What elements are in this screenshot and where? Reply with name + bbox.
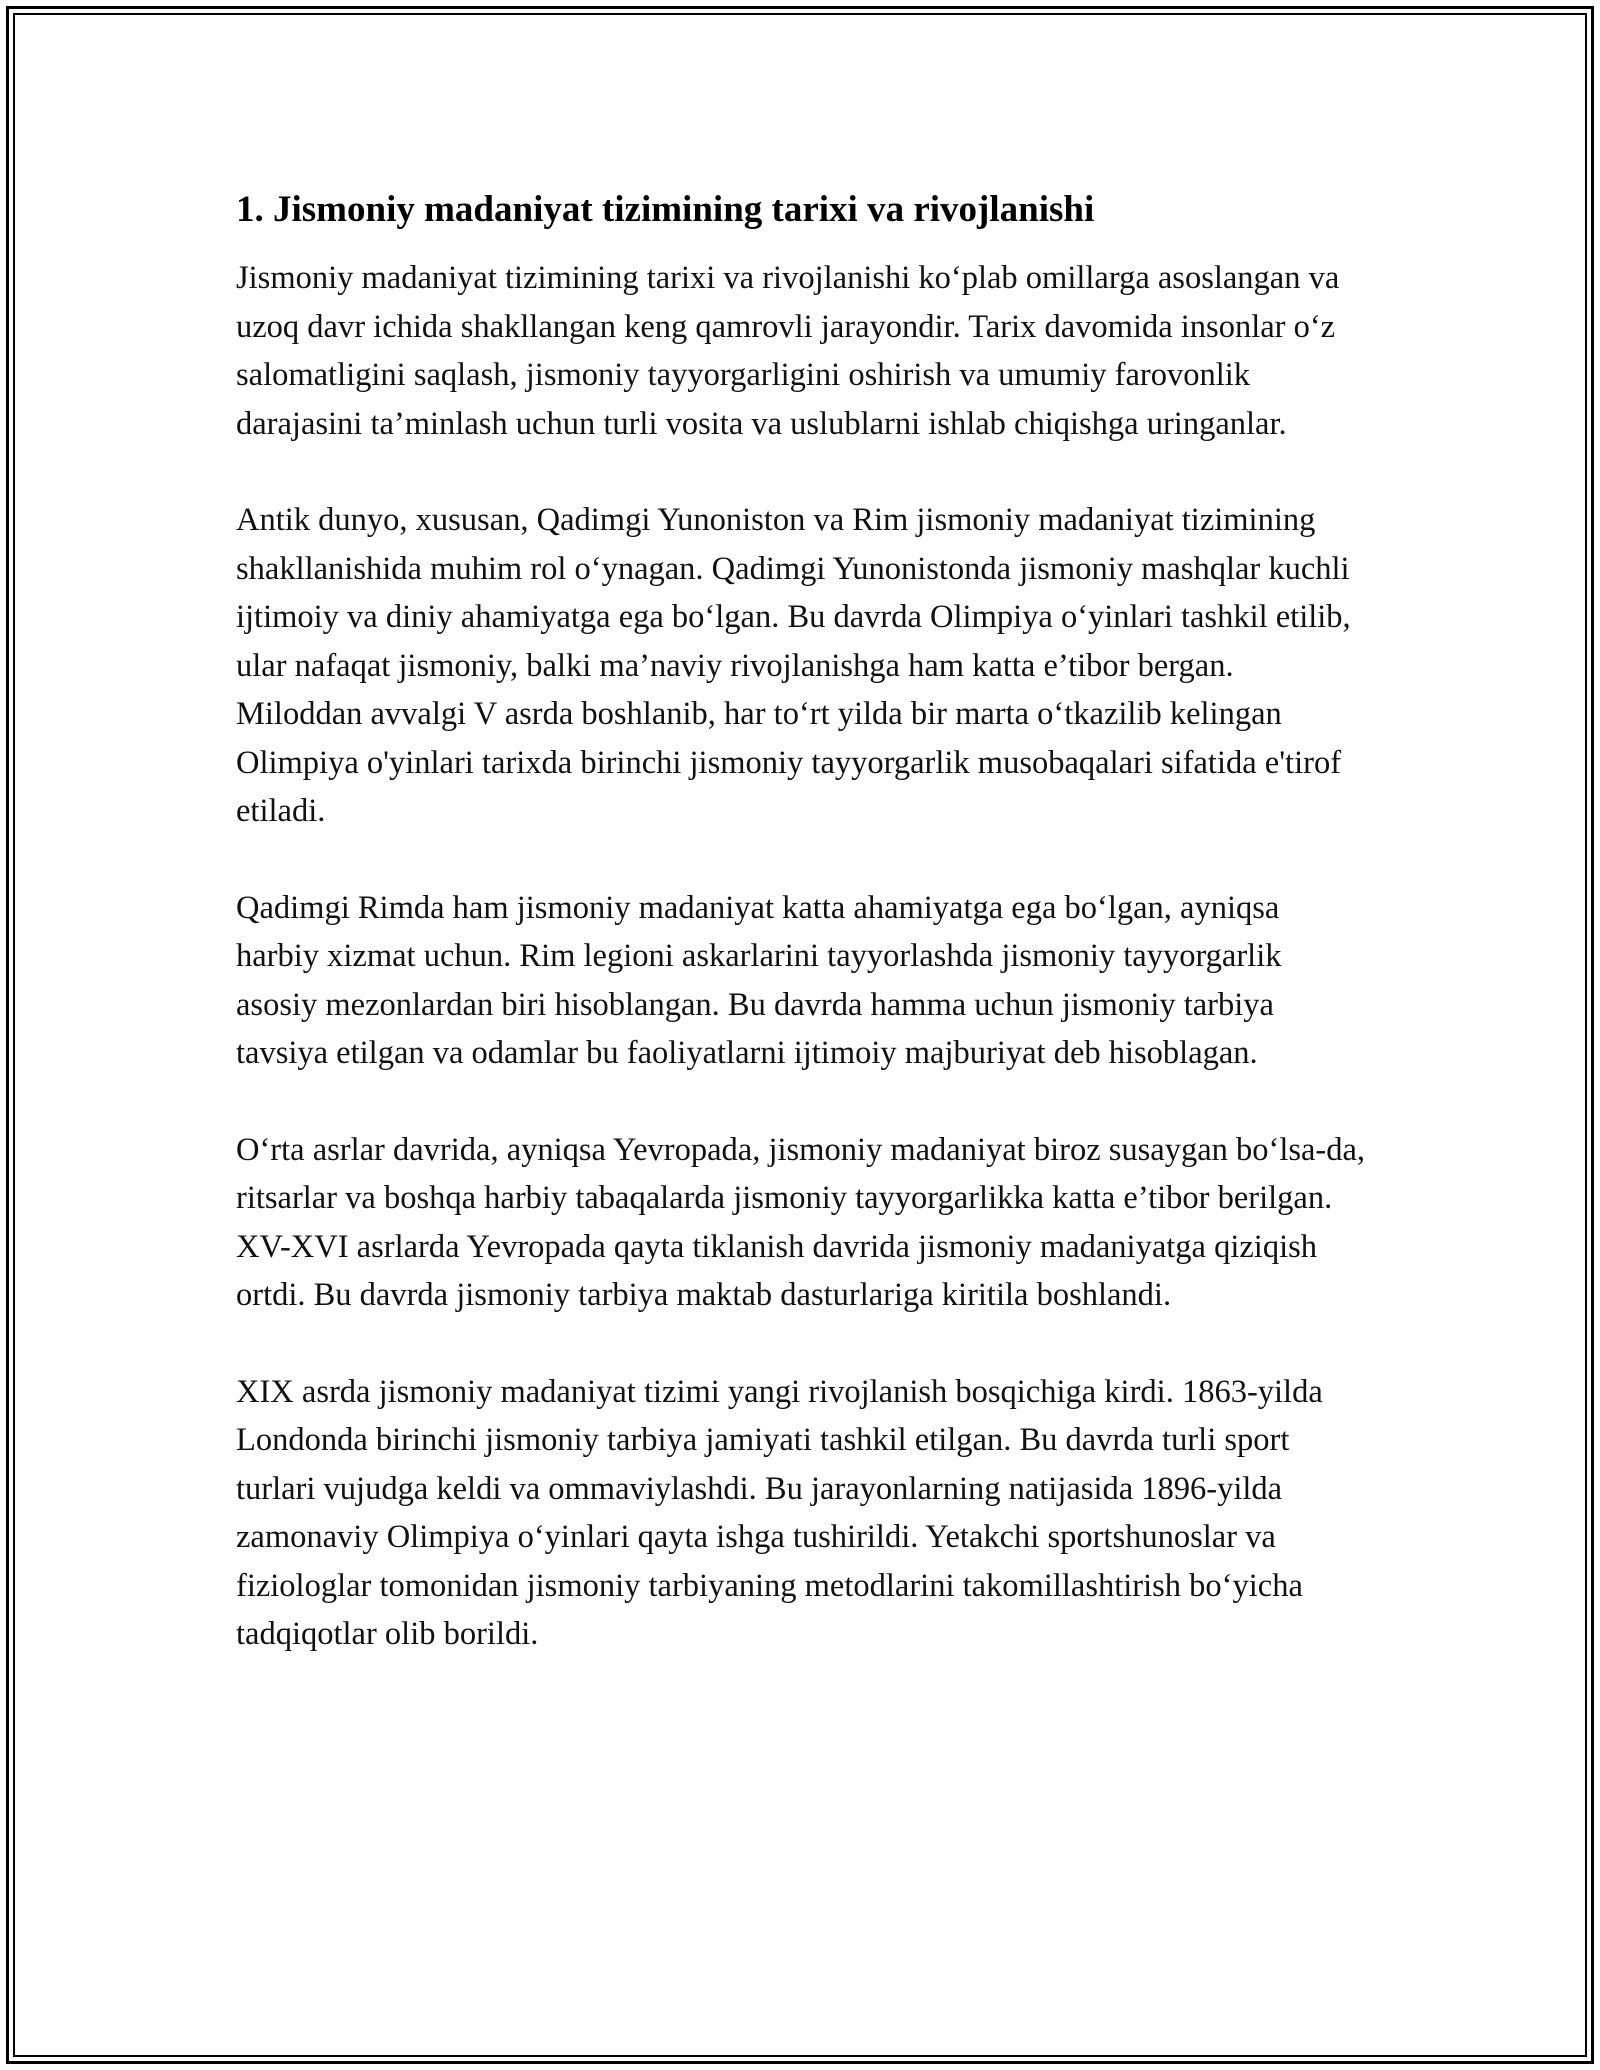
paragraph-middle-ages: O‘rta asrlar davrida, ayniqsa Yevropada, jismoniy madaniyat biroz susaygan bo‘lsa-da, ritsarlar va boshqa harbiy tabaqalarda jismoniy tayyorgarlikka katta e’tibor berilgan. XV-XVI asrlarda Yevropada qayta tiklanish davrida jismoniy madaniyatga qiziqish ortdi. Bu davrda jismoniy tarbiya maktab dasturlariga kiritila boshlandi.: [236, 1131, 1366, 1313]
paragraph-rome: Qadimgi Rimda ham jismoniy madaniyat katta ahamiyatga ega bo‘lgan, ayniqsa harbiy xizmat uchun. Rim legioni askarlarini tayyorlashda jismoniy tayyorgarlik asosiy mezonlardan biri hisoblangan. Bu davrda hamma uchun jismoniy tarbiya tavsiya etilgan va odamlar bu faoliyatlarni ijtimoiy majburiyat deb hisoblagan.: [236, 889, 1282, 1071]
paragraph-intro: Jismoniy madaniyat tizimining tarixi va rivojlanishi ko‘plab omillarga asoslangan va uzoq davr ichida shakllangan keng qamrovli jarayondir. Tarix davomida insonlar o‘z salomatligini saqlash, jismoniy tayyorgarligini oshirish va umumiy farovonlik darajasini ta’minlash uchun turli vosita va uslublarni ishlab chiqishga uringanlar.: [236, 260, 1340, 442]
paragraph-antiquity: Antik dunyo, xususan, Qadimgi Yunoniston va Rim jismoniy madaniyat tizimining shakllanishida muhim rol o‘ynagan. Qadimgi Yunonistonda jismoniy mashqlar kuchli ijtimoiy va diniy ahamiyatga ega bo‘lgan. Bu davrda Olimpiya o‘yinlari tashkil etilib, ular nafaqat jismoniy, balki ma’naviy rivojlanishga ham katta e’tibor bergan. Miloddan avvalgi V asrda boshlanib, har to‘rt yilda bir marta o‘tkazilib kelingan Olimpiya o'yinlari tarixda birinchi jismoniy tayyorgarlik musobaqalari sifatida e'tirof etiladi.: [236, 502, 1351, 829]
section-heading: 1. Jismoniy madaniyat tizimining tarixi va rivojlanishi: [236, 189, 1095, 230]
paragraph-nineteenth-century: XIX asrda jismoniy madaniyat tizimi yangi rivojlanish bosqichiga kirdi. 1863-yilda Londonda birinchi jismoniy tarbiya jamiyati tashkil etilgan. Bu davrda turli sport turlari vujudga keldi va ommaviylashdi. Bu jarayonlarning natijasida 1896-yilda zamonaviy Olimpiya o‘yinlari qayta ishga tushirildi. Yetakchi sportshunoslar va fiziologlar tomonidan jismoniy tarbiyaning metodlarini takomillashtirish bo‘yicha tadqiqotlar olib borildi.: [236, 1373, 1323, 1652]
document-body: [236, 186, 1366, 1707]
